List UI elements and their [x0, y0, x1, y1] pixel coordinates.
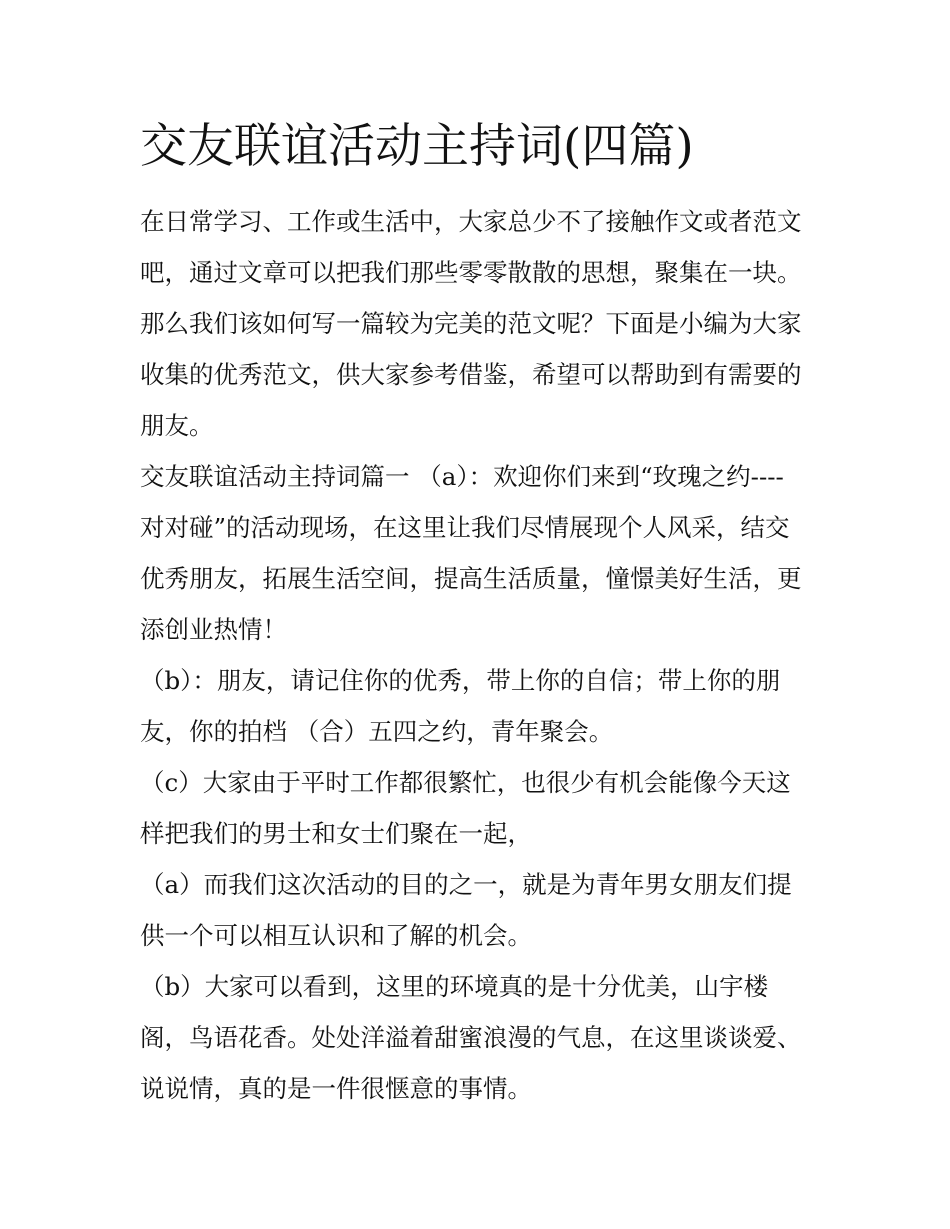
- text-line: 友，你的拍档 （合）五四之约，青年聚会。: [140, 717, 614, 746]
- text-line: 添创业热情！: [140, 615, 287, 644]
- text-line: 收集的优秀范文，供大家参考借鉴，希望可以帮助到有需要的: [140, 360, 802, 389]
- text-line: 交友联谊活动主持词篇一 （a）：欢迎你们来到“玫瑰之约----: [140, 462, 784, 491]
- text-line: 在日常学习、工作或生活中，大家总少不了接触作文或者范文: [140, 207, 802, 236]
- document-body: [140, 196, 830, 1114]
- text-line: 朋友。: [140, 411, 214, 440]
- text-line: （c）大家由于平时工作都很繁忙，也很少有机会能像今天这: [140, 768, 791, 797]
- text-line: 阁，鸟语花香。处处洋溢着甜蜜浪漫的气息，在这里谈谈爱、: [140, 1023, 802, 1052]
- text-line: （b）大家可以看到，这里的环境真的是十分优美，山宇楼: [140, 972, 769, 1001]
- text-line: 那么我们该如何写一篇较为完美的范文呢？下面是小编为大家: [140, 309, 802, 338]
- text-line: 样把我们的男士和女士们聚在一起，: [140, 819, 532, 848]
- document-title: 交友联谊活动主持词(四篇): [140, 119, 694, 174]
- text-line: （b）：朋友，请记住你的优秀，带上你的自信；带上你的朋: [140, 666, 781, 695]
- text-line: 说说情，真的是一件很惬意的事情。: [140, 1074, 532, 1103]
- text-line: 供一个可以相互认识和了解的机会。: [140, 921, 532, 950]
- text-line: 优秀朋友，拓展生活空间，提高生活质量，憧憬美好生活，更: [140, 564, 802, 593]
- text-line: 吧，通过文章可以把我们那些零零散散的思想，聚集在一块。: [140, 258, 802, 287]
- text-line: （a）而我们这次活动的目的之一，就是为青年男女朋友们提: [140, 870, 792, 899]
- text-line: 对对碰”的活动现场，在这里让我们尽情展现个人风采，结交: [140, 513, 790, 542]
